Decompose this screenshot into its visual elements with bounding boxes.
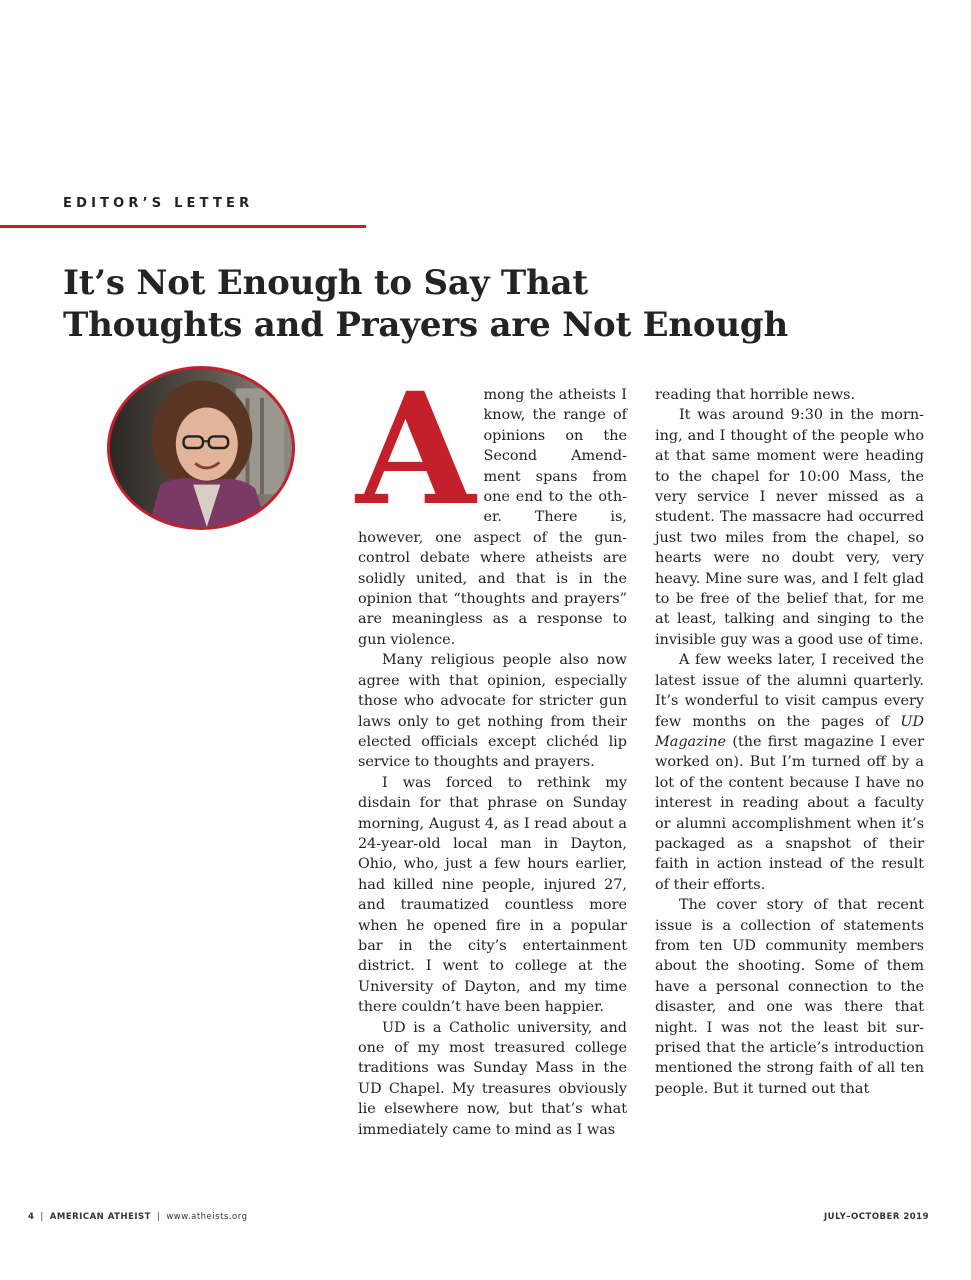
- footer-issue-date: JULY–OCTOBER 2019: [824, 1212, 929, 1222]
- article-title: [63, 262, 923, 346]
- page-number: 4: [28, 1212, 35, 1222]
- website-link[interactable]: www.atheists.org: [166, 1212, 248, 1222]
- article-title-line-1: It’s Not Enough to Say That: [63, 263, 588, 303]
- author-portrait-photo: [110, 369, 292, 527]
- paragraph-6: It was around 9:30 in the morning, and I thought of the people who at that same moment were heading to the chapel for 10:00 Mass, the very service I never missed as a student. The massacre had occurred just two miles from the chapel, so hearts were no doubt very, very heavy. Mine sure was, and I felt glad to be free of the belief that, for me at least, talking and singing to the invisible guy was a good use of time.: [655, 407, 924, 648]
- paragraph-8: The cover story of that recent issue is a collection of statements from ten UD community members about the shooting. Some of them have a personal connection to the disaster, and one was there that night. I was not the least bit surprised that the article’s introduction mentioned the strong faith of all ten people. But it turned out that: [655, 897, 924, 1097]
- paragraph-1: [356, 359, 627, 650]
- paragraph-1-text: mong the atheists I know, the range of opinions on the Second Amendment spans from one end to the other. There is, however, one aspect of the gun-control debate where atheists are solidly united, and that is in the opinion that “thoughts and prayers” are meaningless as a response to gun violence.: [358, 387, 627, 648]
- article-column-left: [356, 359, 627, 1140]
- magazine-name: AMERICAN ATHEIST: [49, 1212, 151, 1222]
- article-title-line-2: Thoughts and Prayers are Not Enough: [63, 305, 788, 345]
- paragraph-3: I was forced to rethink my disdain for that phrase on Sunday morning, August 4, as I read about a 24-year-old local man in Dayton, Ohio, who, just a few hours earlier, had killed nine people, injured 27, and traumatized countless more when he opened fire in a popular bar in the city’s entertainment district. I went to college at the University of Dayton, and my time there couldn’t have been happier.: [358, 774, 627, 1016]
- footer-separator: |: [40, 1212, 44, 1222]
- footer-separator: |: [156, 1212, 161, 1222]
- section-label: EDITOR’S LETTER: [63, 196, 254, 211]
- drop-cap: A: [356, 359, 476, 540]
- paragraph-7-text-a: A few weeks later, I received the latest issue of the alumni quarterly. It’s wonderful to visit campus every few months on the pages of: [655, 652, 924, 730]
- article-column-right: [655, 385, 924, 1099]
- magazine-name-italic: UD Magazine: [655, 713, 924, 750]
- footer-left: [28, 1212, 247, 1222]
- paragraph-4: UD is a Catholic university, and one of my most treasured college traditions was Sunday Mass in the UD Chapel. My treasures obviously lie elsewhere now, but that’s what immediately came to mind as I was: [358, 1019, 627, 1138]
- paragraph-2: Many religious people also now agree with that opinion, especially those who advocate for stricter gun laws only to get nothing from their elected officials except clichéd lip service to thoughts and prayers.: [358, 652, 627, 771]
- paragraph-7: [655, 650, 924, 895]
- section-rule: [0, 225, 366, 228]
- paragraph-5: reading that horrible news.: [655, 387, 856, 403]
- author-portrait: [107, 366, 295, 530]
- paragraph-7-text-b: (the first magazine I ever worked on). But I’m turned off by a lot of the content because I have no interest in reading about a faculty or alumni accomplishment when it’s packaged as a snapshot of their faith in action instead of the result of their efforts.: [655, 733, 924, 893]
